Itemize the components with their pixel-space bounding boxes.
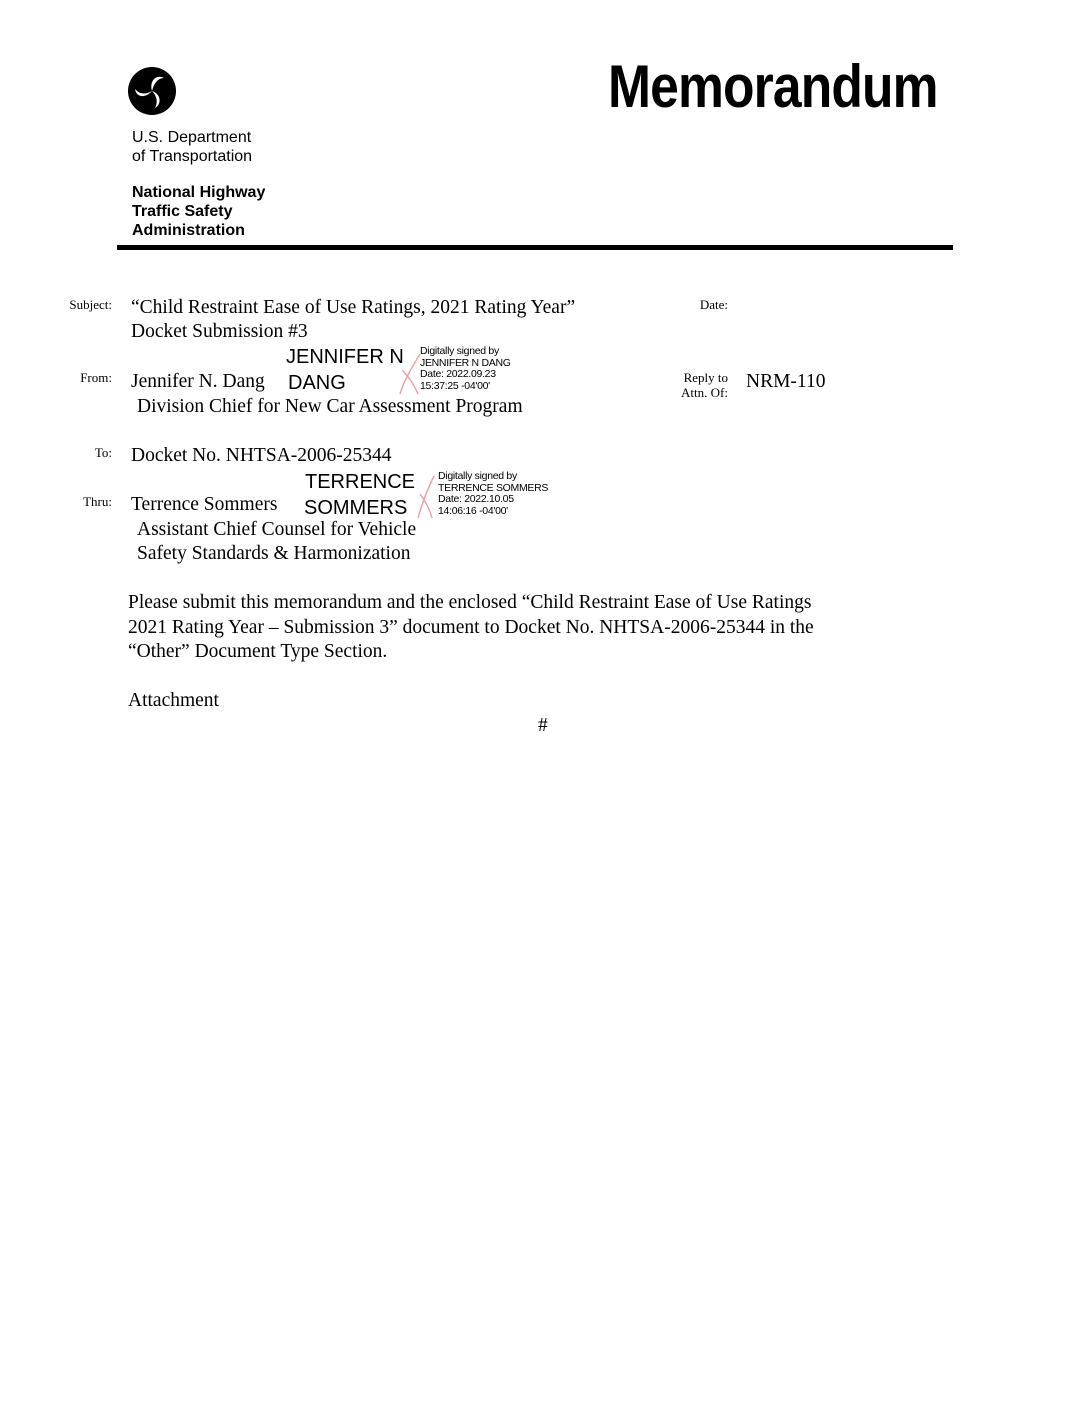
signature-details: Digitally signed by TERRENCE SOMMERS Date: 2022.10.05 14:06:16 -04'00'	[438, 470, 549, 517]
subject-line: Docket Submission #3	[131, 321, 308, 342]
end-mark: #	[538, 715, 548, 736]
reply-to-value: NRM-110	[746, 371, 826, 392]
signature-name: DANG	[288, 372, 346, 394]
attachment-note: Attachment	[128, 690, 219, 711]
body-paragraph-line: “Other” Document Type Section.	[128, 641, 388, 662]
agency-line: National Highway	[132, 184, 266, 201]
department-line: of Transportation	[132, 148, 253, 165]
thru-label: Thru:	[83, 494, 112, 509]
agency-line: Traffic Safety	[132, 203, 233, 220]
department-name	[132, 128, 252, 166]
memo-title: Memorandum	[608, 53, 938, 120]
date-label: Date:	[699, 297, 728, 312]
to-value: Docket No. NHTSA-2006-25344	[131, 445, 392, 466]
thru-title: Assistant Chief Counsel for Vehicle	[137, 519, 417, 540]
body-paragraph-line: 2021 Rating Year – Submission 3” document to Docket No. NHTSA-2006-25344 in the	[128, 617, 814, 638]
signature-name: TERRENCE	[305, 471, 416, 493]
from-label: From:	[80, 370, 112, 385]
signature-mark-icon	[412, 472, 442, 522]
thru-name: Terrence Sommers	[131, 494, 278, 515]
reply-to-label	[668, 370, 728, 400]
subject-label: Subject:	[69, 297, 112, 312]
signature-name: SOMMERS	[304, 497, 408, 519]
agency-line: Administration	[132, 222, 245, 239]
agency-name	[132, 183, 265, 240]
body-paragraph-line: Please submit this memorandum and the enclosed “Child Restraint Ease of Use Ratings	[128, 592, 812, 613]
header-divider	[117, 245, 953, 250]
signature-name: JENNIFER N	[286, 346, 404, 368]
to-label: To:	[94, 445, 112, 460]
subject-line: “Child Restraint Ease of Use Ratings, 2021 Rating Year”	[131, 297, 576, 318]
from-title: Division Chief for New Car Assessment Program	[137, 396, 523, 417]
from-name: Jennifer N. Dang	[131, 371, 265, 392]
reply-to-label-line: Reply to	[683, 370, 728, 385]
signature-details: Digitally signed by JENNIFER N DANG Date: 2022.09.23 15:37:25 -04'00'	[420, 345, 511, 392]
department-line: U.S. Department	[132, 129, 252, 146]
signature-mark-icon	[396, 350, 426, 398]
thru-title: Safety Standards & Harmonization	[137, 543, 411, 564]
reply-to-label-line: Attn. Of:	[681, 385, 728, 400]
dot-logo-icon	[127, 66, 177, 116]
